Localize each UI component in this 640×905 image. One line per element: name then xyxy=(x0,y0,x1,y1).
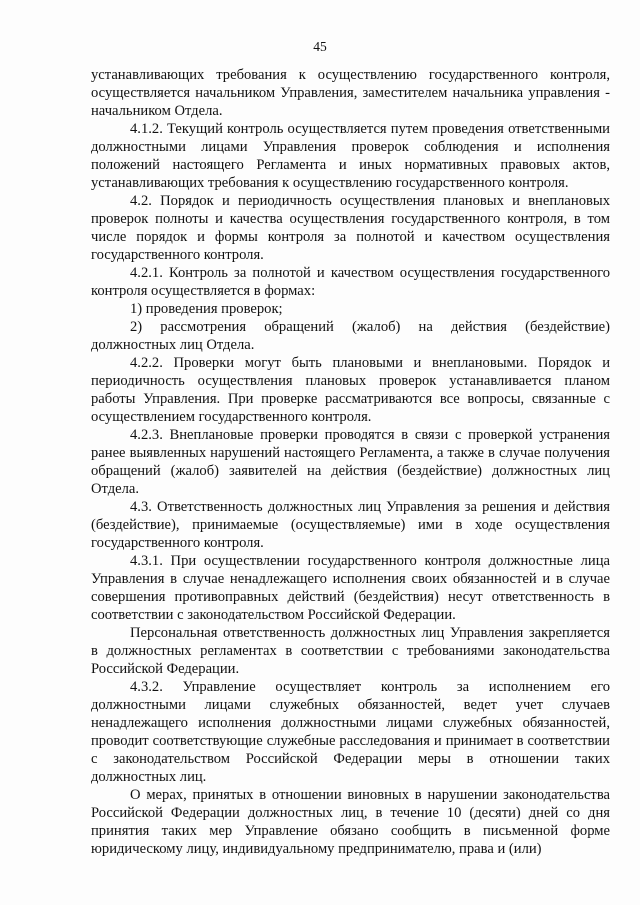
paragraph-personal-responsibility: Персональная ответственность должностных лиц Управления закрепляется в должностных регламентах в соответствии с требованиями законодательства Российской Федерации. xyxy=(91,625,610,677)
paragraph-4-1-2: 4.1.2. Текущий контроль осуществляется путем проведения ответственными должностными лицами Управления проверок соблюдения и исполнения положений настоящего Регламента и иных нормативных правовых актов, устанавливающих требования к осуществлению государственного контроля. xyxy=(91,121,610,191)
paragraph-4-2: 4.2. Порядок и периодичность осуществления плановых и внеплановых проверок полноты и качества осуществления государственного контроля, в том числе порядок и формы контроля за полнотой и качеством осуществления государственного контроля. xyxy=(91,193,610,263)
paragraph-4-2-3: 4.2.3. Внеплановые проверки проводятся в связи с проверкой устранения ранее выявленных нарушений настоящего Регламента, а также в случае получения обращений (жалоб) заявителей на действия (бездействие) должностных лиц Отдела. xyxy=(91,427,610,497)
paragraph-4-3-2: 4.3.2. Управление осуществляет контроль за исполнением его должностными лицами служебных обязанностей, ведет учет случаев ненадлежащего исполнения должностными лицами служебных обязанностей, проводит соответствующие служебные расследования и принимает в соответствии с законодательством Российской Федерации меры в отношении таких должностных лиц. xyxy=(91,679,610,785)
paragraph-measures: О мерах, принятых в отношении виновных в нарушении законодательства Российской Федерации должностных лиц, в течение 10 (десяти) дней со дня принятия таких мер Управление обязано сообщить в письменной форме юридическому лицу, индивидуальному предпринимателю, права и (или) xyxy=(91,787,610,857)
page-number: 45 xyxy=(313,39,327,54)
paragraph-continuation: устанавливающих требования к осуществлению государственного контроля, осуществляется начальником Управления, заместителем начальника управления - начальником Отдела. xyxy=(91,67,610,119)
paragraph-4-2-1: 4.2.1. Контроль за полнотой и качеством осуществления государственного контроля осуществляется в формах: xyxy=(91,265,610,299)
list-item-2: 2) рассмотрения обращений (жалоб) на действия (бездействие) должностных лиц Отдела. xyxy=(91,319,610,353)
paragraph-4-3: 4.3. Ответственность должностных лиц Управления за решения и действия (бездействие), принимаемые (осуществляемые) ими в ходе осуществления государственного контроля. xyxy=(91,499,610,551)
list-item-1: 1) проведения проверок; xyxy=(130,301,283,317)
paragraph-4-3-1: 4.3.1. При осуществлении государственного контроля должностные лица Управления в случае ненадлежащего исполнения своих обязанностей и в случае совершения противоправных действий (бездействия) несут ответственность в соответствии с законодательством Российской Федерации. xyxy=(91,553,610,623)
paragraph-4-2-2: 4.2.2. Проверки могут быть плановыми и внеплановыми. Порядок и периодичность осуществления плановых проверок устанавливается планом работы Управления. При проверке рассматриваются все вопросы, связанные с осуществлением государственного контроля. xyxy=(91,355,610,425)
document-body xyxy=(91,66,610,858)
